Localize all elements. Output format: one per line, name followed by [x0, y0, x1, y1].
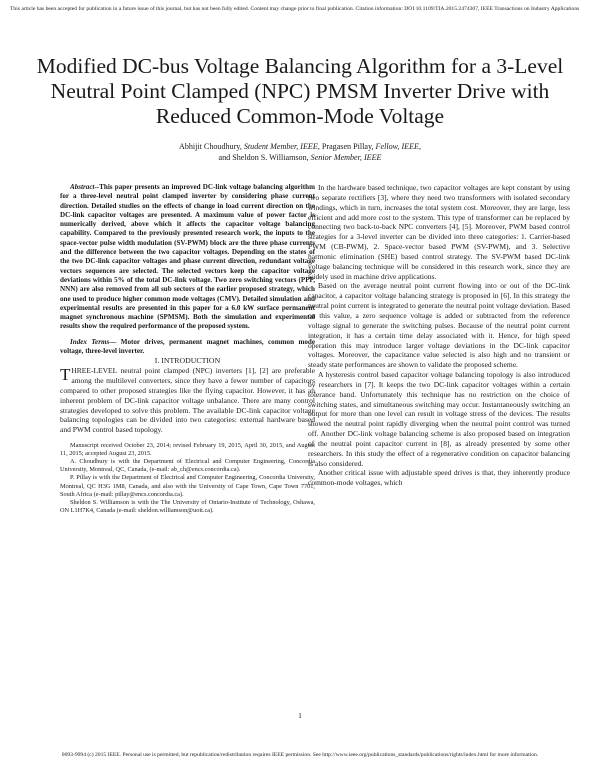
body-paragraph: A hysteresis control based capacitor voltage balancing topology is also introduced by researchers in [7]. It keeps the two DC-link capacitor voltages within a certain tolerance band. Unfortunately this technique has no restriction on the choice of switching states, and simultaneous switching may occur. Instantaneously switching an output for more than one level can result in voltage stress of the devices. The results showed the neutral point rapidly diverging when the neutral point control was turned off. Another DC-link voltage balancing scheme is also proposed based on integration of the neutral point capacitor current in [8], as already presented by some other researchers. In this study the effect of a regenerative condition on capacitor balancing is also considered. — [308, 370, 570, 468]
footnote-author-1: A. Choudhury is with the Department of Electrical and Computer Engineering, Concordia University, Montreal, QC, Canada, (e-mail: ab_ch@encs.concordia.ca). — [60, 458, 315, 474]
bottom-copyright-notice: 0093-9994 (c) 2015 IEEE. Personal use is permitted, but republication/redistribution requires IEEE permission. See http://www.ieee.org/publications_standards/publications/rights/index.html for more information. — [61, 752, 539, 758]
intro-paragraph — [60, 366, 315, 435]
abstract — [60, 183, 315, 332]
intro-caps: HREE-LEVEL — [71, 366, 117, 376]
author-2-name: , Pragasen Pillay, — [317, 142, 376, 151]
index-terms-text: — Motor drives, permanent magnet machines, common mode voltage, three-level inverter. — [60, 337, 315, 356]
right-column — [308, 183, 570, 488]
author-2-role: Fellow, IEEE — [375, 142, 419, 151]
footnotes — [60, 442, 315, 515]
author-1-role: Student Member, IEEE — [243, 142, 318, 151]
abstract-text: --This paper presents an improved DC-link voltage balancing algorithm for a three-level neutral point clamped inverter by considering phase current direction. Detailed studies on the effects of change in load current direction on the DC-link capacitor voltages are presented. A maximum value of power factor is numerically derived, above which it affects the capacitor voltage balancing capability. Compared to the previously presented research work, the inputs to the space-vector pulse width modulation (SV-PWM) block are the three phase currents and the difference between the two capacitor voltages. Depending on the states of the two DC-link capacitor voltages and phase current direction, redundant voltage vectors sequences are selected. The selected vectors keep the capacitor voltage deviations within 5% of the total DC-link voltage. Two zero switching vectors (PPP, NNN) are also removed from all sub sectors of the earlier proposed strategy, which one used to produce higher common mode voltages (CMV). Detailed simulation and experimental results are presented in this paper for a 6.0 kW surface permanent magnet synchronous machine (SPMSM). Both the simulation and experimental results show the required performance of the proposed system. — [60, 183, 315, 331]
abstract-lead: Abstract — [70, 183, 95, 191]
index-terms-lead: Index Terms — [70, 337, 110, 346]
intro-text: neutral point clamped (NPC) inverters [1], [2] are preferable among the multilevel converters, since they have a fewer number of capacitors compared to other proposed strategies like the flying capacitor. However, it has an inherent problem of DC-link capacitor voltage unbalance. There are many control strategies developed to solve this problem. The available DC-link capacitor voltage balancing topologies can be divided into two categories: external hardware based and PWM control based topology. — [60, 366, 315, 435]
author-3-role: Senior Member, IEEE — [310, 152, 382, 162]
author-1-name: Abhijit Choudhury, — [178, 142, 244, 151]
body-paragraph: Based on the average neutral point current flowing into or out of the DC-link capacitor, a capacitor voltage balancing strategy is proposed in [6]. In this strategy the neutral point current is integrated to generate the neutral point voltage deviation. Based on this value, a zero sequence voltage is added or subtracted from the reference voltage signal to generate the switching pulses. Because of the neutral point current integration, it has a certain time delay associated with it. Hence, for high speed operation this may introduce larger voltage deviations in the DC-link capacitor voltages. Moreover, the capacitance value selected is also high and no transient or steady state performances are shown to validate the proposed scheme. — [308, 281, 570, 370]
footnote-author-2: P. Pillay is with the Department of Electrical and Computer Engineering, Concordia University, Montreal, QC H3G 1M8, Canada, and also with the University of Cape Town, Cape Town 7701, South Africa (e-mail: pillay@encs.concordia.ca). — [60, 474, 315, 498]
top-publication-notice: This article has been accepted for publication in a future issue of this journal, but has not been fully edited. Content may change prior to final publication. Citation information: DOI 10.1109/TIA.2015.2474307, IEEE Transactions on Industry Applications — [10, 6, 580, 12]
body-paragraph: Another critical issue with adjustable speed drives is that, they inherently produce common-mode voltages, which — [308, 468, 570, 488]
footnote-author-3: Sheldon S. Williamson is with the The University of Ontario-Institute of Technology, Oshawa, ON L1H7K4, Canada (e-mail: sheldon.williamson@uoit.ca). — [60, 498, 315, 514]
footnote-manuscript: Manuscript received October 23, 2014; revised February 19, 2015, April 30, 2015, and August 11, 2015; accepted August 23, 2015. — [60, 442, 315, 458]
left-column — [60, 183, 315, 515]
author-3-name: and Sheldon S. Williamson, — [218, 152, 311, 162]
body-paragraph: In the hardware based technique, two capacitor voltages are kept constant by using two separate rectifiers [3], where they need two transformers with isolated secondary windings, which in turn, increases the total system cost. Moreover, they are large, less efficient and add more cost to the system. This type of transformer can be replaced by connecting two back-to-back NPC converters [4], [5]. Moreover, PWM based control strategies for a 3-level inverter can be divided into three categories: 1. Carrier-based PWM (CB-PWM), 2. Space-vector based PWM (SV-PWM), and 3. Selective harmonic elimination (SHE) based control strategy. The SV-PWM based DC-link voltage balancing technique will be considered in this research work, since they are widely used in machine drive applications. — [308, 183, 570, 281]
index-terms — [60, 338, 315, 357]
author-line: Abhijit Choudhury, Student Member, IEEE, Pragasen Pillay, Fellow, IEEE, and Sheldon S. Williamson, Senior Member, IEEE — [178, 142, 422, 162]
page-number: 1 — [298, 711, 302, 720]
section-heading-introduction: I. INTRODUCTION — [154, 356, 221, 366]
drop-cap: T — [60, 365, 71, 385]
paper-title: Modified DC-bus Voltage Balancing Algorithm for a 3-Level Neutral Point Clamped (NPC) PMSM Inverter Drive with Reduced Common-Mode Voltage — [36, 54, 564, 128]
